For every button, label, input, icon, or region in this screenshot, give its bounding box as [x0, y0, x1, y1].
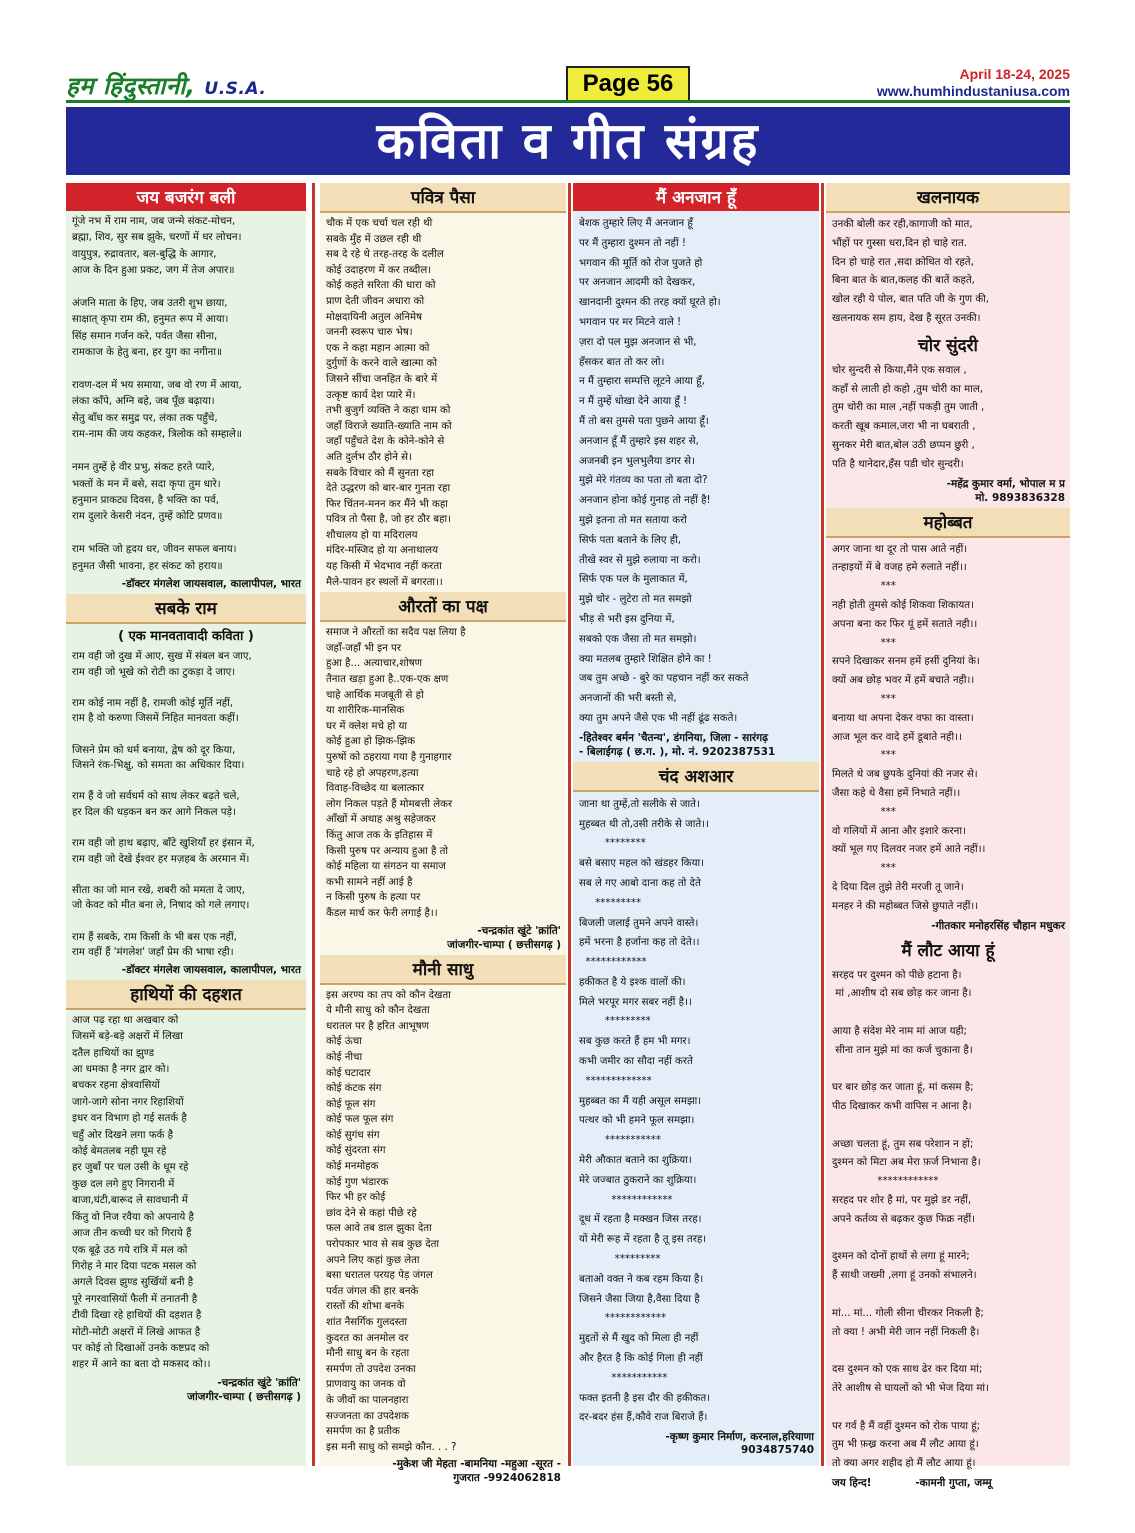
masthead — [66, 66, 1070, 102]
poem-credit: -हितेश्वर बर्मन 'चैतन्य', डंगनिया, जिला - सारंगढ़ - बिलाईगढ़ ( छ.ग. ), मो. नं. 9202387531 — [579, 731, 776, 758]
website-link[interactable]: www.humhindustaniusa.com — [876, 83, 1070, 99]
poem-title: पवित्र पैसा — [320, 183, 566, 213]
poem-title: महोब्बत — [826, 508, 1070, 538]
poem-title: जय बजरंग बली — [66, 183, 306, 211]
poem-credit: -मुकेश जी मेहता -बामनिया -महुआ -सूरत - गुजरात -9924062818 — [392, 1458, 561, 1485]
column-2 — [320, 183, 566, 1485]
poem-title: चोर सुंदरी — [918, 335, 978, 356]
poem-body: आज पढ़ रहा था अखबार को जिसमें बड़े-बड़े अक्षरों में लिखा दतैल हाथियों का झुण्ड आ धमका है नगर द्वार को। बचकर रहना क्षेत्रवासियों जागे-जागे सोना नगर रिहाशियों इधर वन विभाग हो गई सतर्क है चहुँ ओर दिखने लगा फर्क है कोई बेमतलब नही घूम रहे हर जुबाँ पर चल उसी के धूम रहे कुछ दल लगे हुए निगरानी में बाजा,घंटी,बारूद ले सावधानी में किंतु वो निज रवैया को अपनाये है आज तीन कच्ची घर को गिराये हैं एक बूढ़े उठ गये रात्रि में मल को गिरोह ने मार दिया पटक मसल को अगले दिवस झुण्ड सुर्खियों बनी है पूरे नगरवासियों फैली में तनातनी है टीवी दिखा रहे हाथियों की दहशत है मोटी-मोटी अक्षरों में लिखे आफत है पर कोई तो दिखाओं उनके कष्टप्रद को शहर में आने का बता दो मकसद को।। — [72, 1014, 211, 1371]
column-divider — [568, 183, 571, 1466]
page-number: Page 56 — [566, 66, 690, 102]
poem-credit: -डॉक्टर मंगलेश जायसवाल, कालापीपल, भारत — [121, 577, 301, 590]
poem-body: राम वही जो दुख में आए, सुख में संबल बन जाए, राम वही जो भूखे को रोटी का टुकड़ा दे जाए। राम कोई नाम नहीं है, रामजी कोई मूर्ति नहीं, राम है वो करुणा जिसमें निहित मानवता कहीं। जिसने प्रेम को धर्म बनाया, द्वेष को दूर किया, जिसने रंक-भिक्षु, को समता का अधिकार दिया। राम हैं वे जो सर्वधर्म को साथ लेकर बढ़ते चले, हर दिल की धड़कन बन कर आगे निकल पड़े। राम वही जो हाथ बढ़ाए, बाँटे खुशियाँ हर इंसान में, राम वही जो देखे ईश्वर हर मज़हब के अरमान में। सीता का जो मान रखे, शबरी को ममता दे जाए, जो केवट को मीत बना ले, निषाद को गले लगाए। राम हैं सबके, राम किसी के भी बस एक नहीं, राम वहीं हैं 'मंगलेश' जहाँ प्रेम की भाषा रही। — [72, 650, 255, 959]
column-3 — [573, 183, 819, 1466]
poem-title: मैं अनजान हूँ — [573, 183, 819, 211]
poem-body: सरहद पर दुश्मन को पीछे हटाना है। मां ,आशीष दो सब छोड़ कर जाना है। आया है संदेश मेरे नाम मां आज यही; सीना तान मुझे मां का कर्ज चुकाना है। घर बार छोड़ कर जाता हूं, मां कसम है; पीठ दिखाकर कभी वापिस न आना है। अच्छा चलता हूं, तुम सब परेशान न हों; दुश्मन को मिटा अब मेरा फ़र्ज निभाना है। ************ सरहद पर शोर है मां, पर मुझे डर नहीं, अपने कर्तव्य से बढ़कर कुछ फिक्र नहीं। दुश्मन को दोनों हाथों से लगा हूं मारने; हैं साथी जख्मी ,लगा हूं उनको संभालने। मां... मां... गोली सीना चीरकर निकली है; तो क्या ! अभी मेरी जान नहीं निकली है। दस दुश्मन को एक साथ ढेर कर दिया मां; तेरे आशीष से घायलों को भी भेज दिया मां। पर गर्व है मैं वहीं दुश्मन को रोक पाया हूं; तुम भी फ़ख्र करना अब मैं लौट आया हूं। तो क्या अगर शहीद हो मैं लौट आया हूं। — [832, 969, 989, 1470]
poem-body: चौक में एक चर्चा चल रही थी सबके मुँह में उछल रही थी सब दे रहे थे तरह-तरह के दलील कोई उदाहरण में कर तब्दील। कोई कहते सरिता की धारा को प्राण देती जीवन अधारा को मोक्षदायिनी अतुल अनिमेष जननी स्वरूप चारु भेष। एक ने कहा महान आत्मा को दुर्गुणों के करने वाले खात्मा को जिसने सींचा जनहित के बारे में उत्कृष्ट कार्य देश प्यारे में। तभी बुजुर्ग व्यक्ति ने कहा धाम को जहाँ विराजे ख्याति-ख्याति नाम को जहाँ पहुँचते देश के कोने-कोने से अति दुर्लभ ठौर होने से। सबके विचार को मैं सुनता रहा देते उद्धरण को बार-बार गुनता रहा फिर चिंतन-मनन कर मैंने भी कहा पवित्र तो पैसा है, जो हर ठौर बहा। शौचालय हो या मदिरालय मंदिर-मस्जिद हो या अनाथालय यह किसी में भेदभाव नहीं करता मैले-पावन हर स्थलों में बगरता।। — [326, 218, 452, 588]
poem-title: मौनी साधु — [320, 955, 566, 985]
column-divider — [821, 183, 824, 1466]
poem-body: गूंजे नभ में राम नाम, जब जन्मे संकट-मोचन, ब्रह्मा, शिव, सुर सब झुके, चरणों में धर लोचन। वायुपुत्र, रुद्रावतार, बल-बुद्धि के आगार, आज के दिन हुआ प्रकट, जग में तेज अपार॥ अंजनि माता के हिए, जब उतरी शुभ छाया, साक्षात् कृपा राम की, हनुमत रूप में आया। सिंह समान गर्जन करे, पर्वत जैसा सीना, रामकाज के हेतु बना, हर युग का नगीना॥ रावण-दल में भय समाया, जब वो रण में आया, लंका काँपे, अग्नि बहे, जब पूँछ बढ़ाया। सेतु बाँध कर समुद्र पर, लंका तक पहुँचे, राम-नाम की जय कहकर, त्रिलोक को सम्हाले॥ नमन तुम्हें हे वीर प्रभु, संकट हरते प्यारे, भक्तों के मन में बसे, सदा कृपा तुम धारे। हनुमान प्राकट्य दिवस, है भक्ति का पर्व, राम दुलारे केसरी नंदन, तुम्हें कोटि प्रणव॥ राम भक्ति जो हृदय धर, जीवन सफल बनाय। हनुमत जैसी भावना, हर संकट को हराय॥ — [72, 216, 242, 572]
poem-credit: -गीतकार मनोहरसिंह चौहान मधुकर — [931, 919, 1065, 932]
poem-title: हाथियों की दहशत — [66, 980, 306, 1010]
publication-logo — [66, 69, 266, 102]
section-banner: कविता व गीत संग्रह — [66, 107, 1070, 175]
poem-body: इस अरण्य का तप को कौन देखता ये मौनी साधु को कौन देखता धरातल पर है हरित आभूषण कोई ऊंचा कोई नीचा कोई घटादार कोई कंटक संग कोई फूल संग कोई फल फूल संग कोई सुगंध संग कोई सुंदरता संग कोई मनमोहक कोई गुण भंडारक फिर भी हर कोई छांव देने से कहां पीछे रहे फल आवे तब डाल झुका देता परोपकार भाव से सब कुछ देता अपने लिए कहां कुछ लेता बसा धरातल परयह पेड़ जंगल पर्वत जंगल की हार बनके रास्तों की शोभा बनके शांत नैसर्गिक गुलदस्ता कुदरत का अनमोल वर मौनी साधु बन के रहता समर्पण तो उपदेश उनका प्राणवायु का जनक वो के जीवों का पालनहारा सज्जनता का उपदेशक समर्पण का है प्रतीक इस मनी साधु को समझे कौन. . . ? — [326, 989, 457, 1453]
poem-body: चोर सुन्दरी से किया,मैंने एक सवाल , कहाँ से लाती हो कहो ,तुम चोरी का माल, तुम चोरी का माल ,नहीं पकड़ी तुम जाती , करती खूब कमाल,जरा भी ना घबराती , सुनकर मेरी बात,बोल उठी छप्पन छुरी , पति है थानेदार,हँस पडी चोर सुन्दरी। — [832, 364, 985, 470]
poem-body: समाज ने औरतों का सदैव पक्ष लिया है जहाँ-जहाँ भी इन पर हुआ है... अत्याचार,शोषण तैनात खड़ा हुआ है..एक-एक क्षण चाहे आर्थिक मजबूती से हो या शारीरिक-मानसिक घर में क्लेश मचे हो या कोई हुआ हो झिक-झिक पुरुषों को ठहराया गया है गुनाहगार चाहे रहे हो अपहरण,हत्या विवाह-विच्छेद या बलात्कार लोग निकल पड़ते हैं मोमबत्ती लेकर आँखों में अथाह अश्रु सहेजकर किंतु आज तक के इतिहास में किसी पुरुष पर अन्याय हुआ है तो कोई महिला या संगठन या समाज कभी सामने नहीं आई है न किसी पुरुष के हत्या पर कैंडल मार्च कर फेरी लगाई है।। — [326, 627, 466, 919]
poem-credit: -कृष्ण कुमार निर्माण, करनाल,हरियाणा 9034875740 — [665, 1431, 814, 1457]
poem-credit: -चन्द्रकांत खुंटे 'क्रांति' जांजगीर-चाम्पा ( छत्तीसगढ़ ) — [187, 1376, 301, 1403]
poem-title: औरतों का पक्ष — [320, 592, 566, 622]
logo-usa: U.S.A. — [204, 79, 267, 99]
poem-body: अगर जाना था दूर तो पास आते नहीं। तन्हाइयों में बे वजह हमे रुलाते नहीं।। *** नही होती तुमसे कोई शिकवा शिकायत। अपना बना कर फिर यूं हमें सताते नही।। *** सपने दिखाकर सनम हमें हसीं दुनियां के। क्यों अब छोड़ भवर में हमें बचाते नही।। *** बनाया था अपना देकर वफा का वास्ता। आज भूल कर वादे हमें डूबाते नही।। *** मिलते थे जब छुपके दुनियां की नजर से। जैसा कहे थे वैसा हमें निभाते नहीं।। *** वो गलियों में आना और इशारे करना। क्यों भूल गए दिलवर नजर हमें आते नहीं।। *** दे दिया दिल तुझे तेरी मरजी तू जाने। मनहर ने की महोब्बत जिसे छुपाते नहीं।। — [832, 543, 986, 912]
masthead-divider — [66, 100, 1070, 103]
issue-date: April 18-24, 2025 — [959, 66, 1070, 82]
poem-title: मैं लौट आया हूं — [901, 940, 995, 961]
poem-credit: जय हिन्द! -कामनी गुप्ता, जम्मू — [832, 1477, 992, 1490]
column-4 — [826, 183, 1070, 1490]
poem-title: चंद अशआर — [573, 762, 819, 792]
poem-body: बेशक तुम्हारे लिए मैं अनजान हूँ पर मैं तुम्हारा दुश्मन तो नहीं ! भगवान की मूर्ति को रोज पुजते हो पर अनजान आदमी को देखकर, खानदानी दुश्मन की तरह क्यों घूरते हो। भगवान पर मर मिटने वाले ! ज़रा दो पल मुझ अनजान से भी, हँसकर बात तो कर लो। न मैं तुम्हारा सम्पत्ति लूटने आया हूँ, न मैं तुम्हें धोखा देने आया हूँ ! मैं तो बस तुमसे पता पुछने आया हूँ। अनजान हूँ मैं तुम्हारे इस शहर से, अजनबी इन भुलभुलैया डगर से। मुझे मेरे गंतव्य का पता तो बता दो? अनजान होना कोई गुनाह तो नहीं है! मुझे इतना तो मत सताया करो सिर्फ पता बताने के लिए ही, तीखे स्वर से मुझे रुलाया ना करो। सिर्फ एक पल के मुलाकात में, मुझे चोर - लुटेरा तो मत समझो भीड़ से भरी इस दुनिया में, सबको एक जैसा तो मत समझो। क्या मतलब तुम्हारे शिक्षित होने का ! जब तुम अच्छे - बुरे का पहचान नहीं कर सकते अनजानों की भरी बस्ती से, क्या तुम अपने जैसे एक भी नहीं ढूंढ सकते। — [579, 218, 749, 724]
poem-subtitle: ( एक मानवतावादी कविता ) — [118, 628, 254, 644]
poem-body: जाना था तुम्हें,तो सलीके से जाते। मुहब्बत थी तो,उसी तरीके से जाते।। ******** बसे बसाए महल को खंडहर किया। सब ले गए आबो दाना कह तो देते ********* बिजली जलाई तुमने अपने वास्ते। हमें भरना है हर्जाना कह तो देते।। ************ हकीकत है ये इश्क वालों की। मिले भरपूर मगर सबर नहीं है।। ********* सब कुछ करते हैं हम भी मगर। कभी जमीर का सौदा नहीं करते ************* मुहब्बत का मैं यही असूल समझा। पत्थर को भी हमने फूल समझा। *********** मेरी औकात बताने का शुक्रिया। मेरे जज्बात ठुकराने का शुक्रिया। ************ दूध में रहता है मक्खन जिस तरह। यों मेरी रूह में रहता है तू इस तरह। ********* बताओ वक्त ने कब रहम किया है। जिसने जैसा जिया है,वैसा दिया है ************ मुद्दतों से मैं खुद को मिला ही नहीं और हैरत है कि कोई गिला ही नहीं *********** फक्त इतनी है इस दौर की हकीकत। दर-बदर हंस हैं,कौवे राज बिराजे हैं। — [579, 798, 710, 1424]
poem-credit: -डॉक्टर मंगलेश जायसवाल, कालापीपल, भारत — [121, 963, 301, 976]
column-divider — [312, 183, 315, 1466]
poem-body: उनकी बोली कर रही,कागाजी को मात, भौंहों पर गुस्सा धरा,दिन हो चाहे रात. दिन हो चाहे रात ,सदा क्रोधित वो रहते, बिना बात के बात,कलह की बातें कहते, खोल रही ये पोल, बात पति जी के गुण की, खलनायक सम हाय, देख है सूरत उनकी। — [832, 219, 990, 324]
poem-title: सबके राम — [66, 594, 306, 624]
column-1 — [66, 183, 306, 1466]
poem-credit: -महेंद्र कुमार वर्मा, भोपाल म प्र मो. 9893836328 — [946, 477, 1065, 504]
logo-text: हम हिंदुस्तानी, — [66, 72, 196, 100]
poem-credit: -चन्द्रकांत खुंटे 'क्रांति' जांजगीर-चाम्पा ( छत्तीसगढ़ ) — [447, 924, 561, 951]
poem-title: खलनायक — [826, 183, 1070, 213]
